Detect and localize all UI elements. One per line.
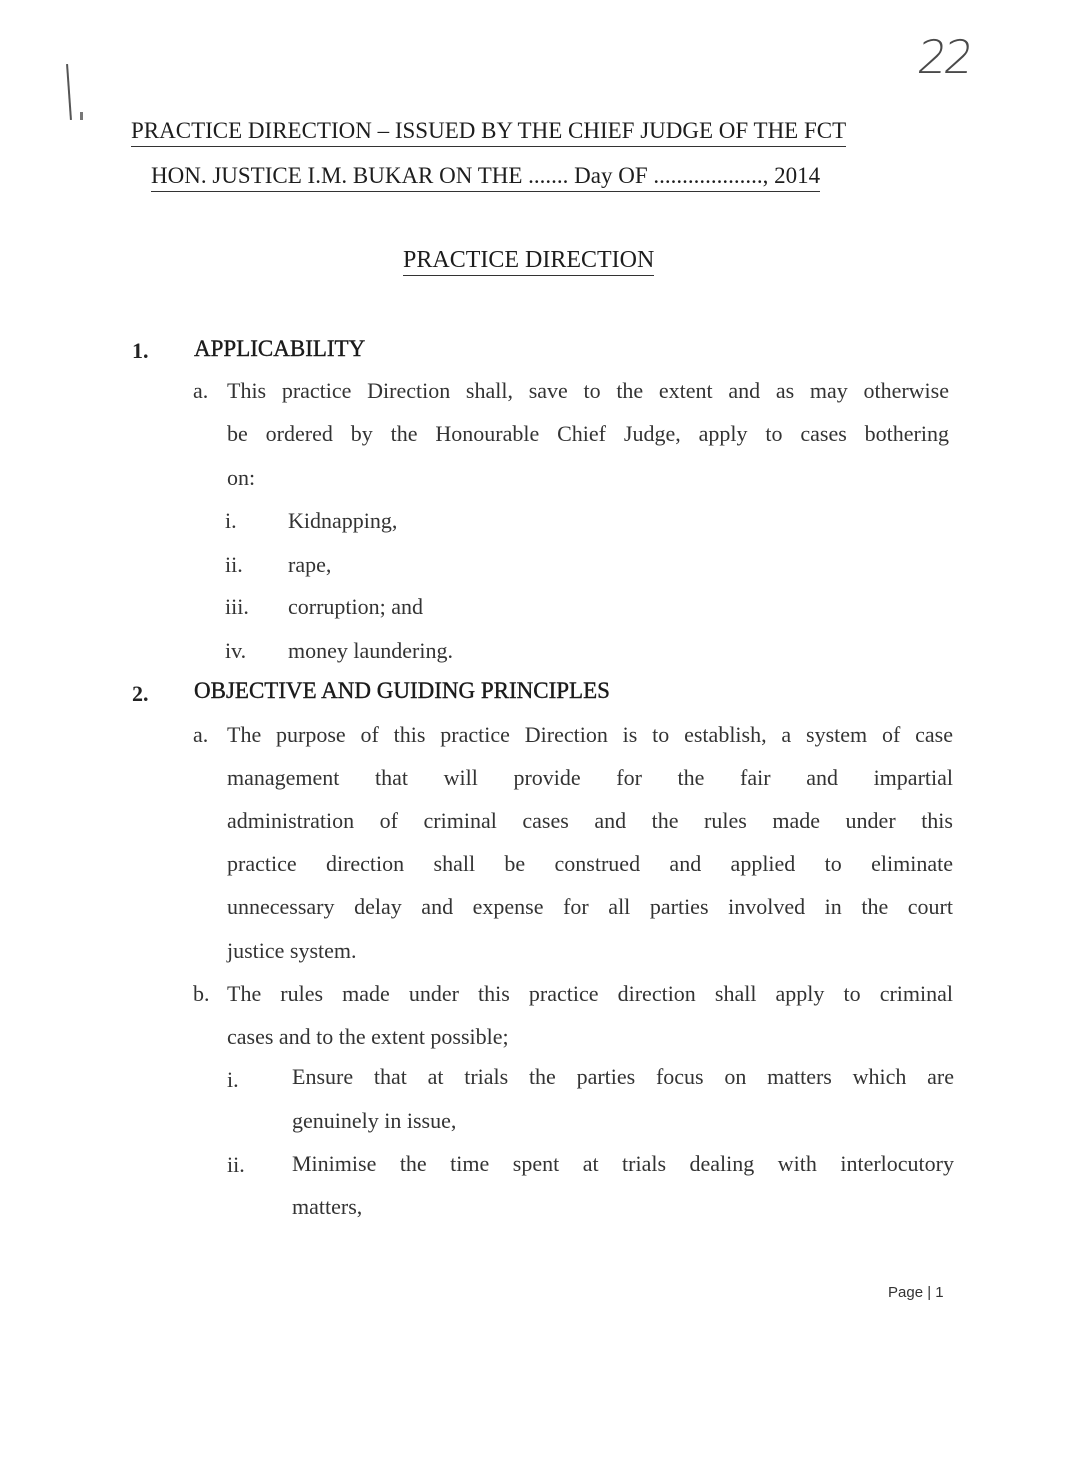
list-item-text: Minimise the time spent at trials dealing with interlocutory (292, 1151, 954, 1176)
list-item-text: Ensure that at trials the parties focus on matters which are (292, 1064, 954, 1089)
list-item-marker: i. (227, 1067, 239, 1092)
page-number: Page | 1 (888, 1284, 944, 1301)
document-title: PRACTICE DIRECTION (403, 247, 654, 276)
section-2-para-b-line-2: cases and to the extent possible; (227, 1024, 509, 1049)
list-item-text: money laundering. (288, 638, 453, 663)
handwritten-page-number: 22 (914, 30, 975, 84)
list-item-marker: ii. (227, 1152, 245, 1177)
margin-pen-mark (80, 112, 83, 120)
list-item-marker: iv. (225, 638, 247, 663)
section-2-para-a-line-6: justice system. (227, 938, 357, 963)
section-2-heading: OBJECTIVE AND GUIDING PRINCIPLES (194, 678, 610, 703)
list-item-text: corruption; and (288, 594, 424, 619)
list-item-marker: i. (225, 508, 237, 533)
list-item-text: rape, (288, 552, 332, 577)
list-item-marker: iii. (225, 594, 249, 619)
section-2-para-a-line-5: unnecessary delay and expense for all parties involved in the court (227, 894, 953, 919)
section-2-number: 2. (132, 681, 149, 706)
section-1-para-a-line-3: on: (227, 465, 256, 490)
section-2-para-a-line-4: practice direction shall be construed and applied to eliminate (227, 851, 953, 876)
section-1-heading: APPLICABILITY (194, 336, 366, 361)
section-1-para-a-line-2: be ordered by the Honourable Chief Judge, apply to cases bothering (227, 421, 949, 446)
section-1-number: 1. (132, 338, 149, 363)
margin-pen-mark (66, 64, 72, 120)
section-2-para-a-line-3: administration of criminal cases and the rules made under this (227, 808, 953, 833)
list-item-text: matters, (292, 1194, 363, 1219)
list-item-text: Kidnapping, (288, 508, 398, 533)
list-item-marker: ii. (225, 552, 243, 577)
header-line-2: HON. JUSTICE I.M. BUKAR ON THE ....... Day OF ..................., 2014 (151, 163, 820, 192)
section-2-para-b-line-1: The rules made under this practice direction shall apply to criminal (227, 981, 953, 1006)
list-item-text: genuinely in issue, (292, 1108, 457, 1133)
header-line-1: PRACTICE DIRECTION – ISSUED BY THE CHIEF JUDGE OF THE FCT (131, 118, 846, 147)
section-2-para-b-marker: b. (193, 981, 210, 1006)
section-1-para-a-marker: a. (193, 378, 209, 403)
section-2-para-a-marker: a. (193, 722, 209, 747)
section-2-para-a-line-2: management that will provide for the fair and impartial (227, 765, 953, 790)
section-2-para-a-line-1: The purpose of this practice Direction is to establish, a system of case (227, 722, 953, 747)
section-1-para-a-line-1: This practice Direction shall, save to the extent and as may otherwise (227, 378, 949, 403)
